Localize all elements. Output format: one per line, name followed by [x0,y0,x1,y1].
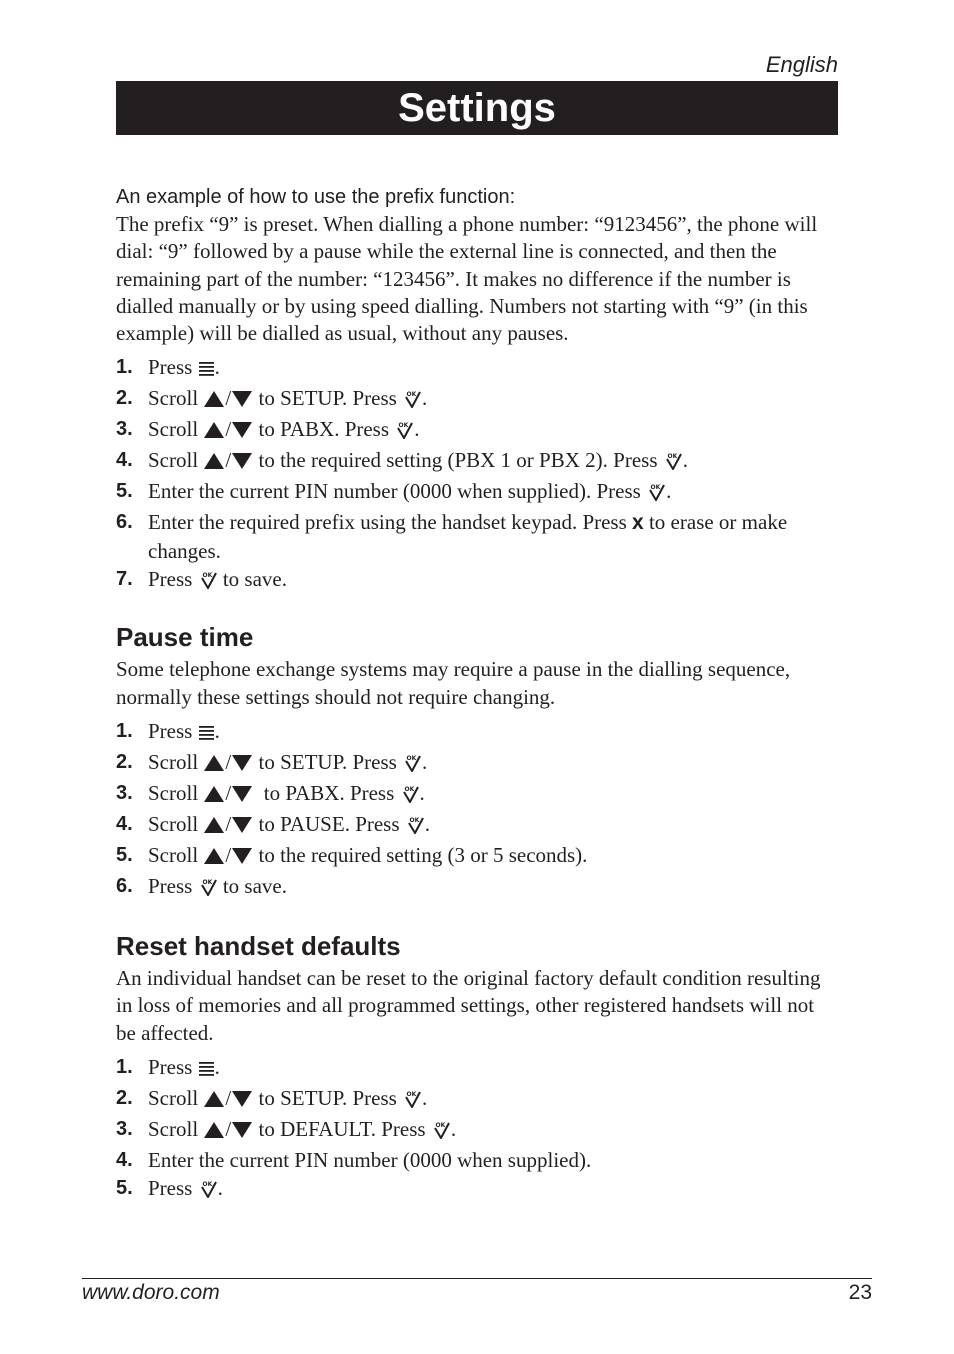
svg-text:OK: OK [202,572,212,580]
step-number: 5. [116,844,133,867]
step-text: to SETUP. Press [253,386,403,411]
prefix-section [116,183,838,596]
step-text: to save. [217,874,287,899]
reset-section [116,929,838,1205]
step-text: Press [148,719,198,744]
pause-time-heading: Pause time [116,622,254,653]
step-text: / [225,386,232,411]
step-text: Press [148,874,198,899]
ok-checkmark-icon [402,1087,422,1115]
step-text: / [225,750,232,775]
arrow-down-icon [231,751,253,779]
step-text: . [450,1116,457,1141]
step-text: to PAUSE. Press [253,812,405,837]
step-item [116,1115,838,1146]
pause-time-description: Some telephone exchange systems may require a pause in the dialling sequence, normally these settings should not require changing. [116,657,791,709]
step-number: 4. [116,1148,133,1171]
step-number: 5. [116,480,133,503]
menu-icon [198,356,215,384]
svg-text:OK: OK [202,879,212,887]
step-text: / [225,781,232,806]
arrow-up-icon [203,844,225,872]
step-text: to erase or make changes. [148,510,793,564]
footer-url: www.doro.com [82,1281,220,1304]
step-number: 1. [116,356,133,379]
reset-steps [116,1053,838,1205]
step-text: to SETUP. Press [253,1085,403,1110]
arrow-down-icon [231,782,253,810]
step-text: Press [148,1054,198,1079]
svg-text:OK: OK [435,1121,446,1129]
step-text: to PABX. Press [253,417,395,442]
arrow-up-icon [203,1118,225,1146]
svg-text:OK: OK [202,1180,212,1188]
footer-divider [82,1278,872,1279]
step-text: Enter the required prefix using the handset keypad. Press [148,510,633,535]
step-text: . [414,417,420,442]
arrow-down-icon [231,1118,253,1146]
step-number: 6. [116,875,133,898]
step-text: Press [148,1175,198,1200]
step-text: / [225,1085,232,1110]
step-number: 3. [116,418,133,441]
menu-icon [198,720,215,748]
menu-icon [198,1056,215,1084]
arrow-down-icon [231,449,253,477]
step-text: Scroll [148,417,204,442]
step-text: Press [148,355,198,380]
step-number: 3. [116,782,133,805]
step-item [116,810,838,841]
ok-checkmark-icon [431,1118,451,1146]
step-item [116,872,838,903]
main-content [116,183,838,1205]
step-item [116,1084,838,1115]
arrow-down-icon [231,418,253,446]
step-text: . [422,386,428,411]
step-item [116,1146,838,1174]
step-text: Press [148,567,198,592]
step-number: 4. [116,449,133,472]
step-text: Scroll [148,1116,204,1141]
svg-text:OK: OK [406,1090,417,1098]
svg-text:OK: OK [406,391,417,399]
step-number: 4. [116,813,133,836]
arrow-down-icon [231,844,253,872]
step-item [116,565,838,596]
arrow-up-icon [203,418,225,446]
step-text: to DEFAULT. Press [253,1116,431,1141]
ok-checkmark-icon [198,568,218,596]
page-title: Settings [116,81,838,135]
step-item [116,1053,838,1084]
language-label: English [765,52,838,77]
page-number: 23 [848,1281,872,1304]
ok-checkmark-icon [394,418,414,446]
step-number: 2. [116,751,133,774]
arrow-down-icon [231,813,253,841]
step-text: to PABX. Press [253,781,400,806]
step-text: Scroll [148,781,204,806]
arrow-up-icon [203,813,225,841]
ok-checkmark-icon [405,813,425,841]
step-text: . [422,1085,428,1110]
prefix-steps [116,353,838,596]
step-text: . [214,355,220,380]
step-item [116,384,838,415]
arrow-down-icon [231,387,253,415]
step-number: 3. [116,1117,133,1140]
ok-checkmark-icon [400,782,420,810]
step-item [116,415,838,446]
step-text: Scroll [148,750,204,775]
arrow-down-icon [231,1087,253,1115]
ok-checkmark-icon [402,387,422,415]
step-text: / [225,448,232,473]
step-text: . [424,812,431,837]
step-text: Scroll [148,843,204,868]
svg-text:OK: OK [667,453,677,461]
step-text: . [217,1175,223,1200]
prefix-description: The prefix “9” is preset. When dialling a phone number: “9123456”, the phone will dial: “9” followed by a pause while the external line is connected, and then the remaining part of the number: “123456”. It makes no difference if the number is dialled manually or by using speed dialling. Numbers not starting with “9” (in this example) will be dialled as usual, without any pauses. [116,212,818,346]
step-text: to SETUP. Press [253,750,403,775]
step-item [116,779,838,810]
arrow-up-icon [203,782,225,810]
ok-checkmark-icon [402,751,422,779]
step-item [116,717,838,748]
step-text: Enter the current PIN number (0000 when supplied). Press [148,479,647,504]
step-number: 1. [116,1055,133,1078]
prefix-example-label: An example of how to use the prefix function: [116,186,516,208]
reset-description: An individual handset can be reset to the original factory default condition resulting in loss of memories and all programmed settings, other registered handsets will not be affected. [116,966,821,1045]
svg-text:OK: OK [406,755,417,763]
step-item [116,841,838,872]
step-item [116,1174,838,1205]
step-text: . [214,719,220,744]
step-text: Scroll [148,386,204,411]
step-number: 5. [116,1176,133,1199]
step-item [116,446,838,477]
svg-text:OK: OK [398,422,409,430]
svg-text:OK: OK [409,817,420,825]
step-text: / [225,417,232,442]
arrow-up-icon [203,751,225,779]
step-text: / [225,843,232,868]
svg-text:OK: OK [650,484,661,492]
step-number: 7. [116,568,133,591]
step-text: . [666,479,672,504]
step-item [116,508,838,565]
step-text: Scroll [148,1085,204,1110]
erase-key-label: x [632,511,644,535]
reset-heading: Reset handset defaults [116,931,401,962]
step-text: to save. [217,567,287,592]
arrow-up-icon [203,387,225,415]
ok-checkmark-icon [198,875,218,903]
step-text: . [682,448,688,473]
step-number: 6. [116,511,133,534]
step-item [116,353,838,384]
ok-checkmark-icon [198,1177,218,1205]
step-number: 1. [116,720,133,743]
step-text: . [214,1054,220,1079]
step-text: to the required setting (3 or 5 seconds). [253,843,588,868]
svg-text:OK: OK [404,786,414,794]
step-text: / [225,812,232,837]
step-item [116,477,838,508]
step-number: 2. [116,1086,133,1109]
ok-checkmark-icon [663,449,683,477]
step-text: / [225,1116,232,1141]
step-text: to the required setting (PBX 1 or PBX 2). Press [253,448,663,473]
step-text: . [422,750,428,775]
arrow-up-icon [203,1087,225,1115]
arrow-up-icon [203,449,225,477]
step-item [116,748,838,779]
step-number: 2. [116,387,133,410]
ok-checkmark-icon [646,480,666,508]
step-text: Scroll [148,812,204,837]
step-text: Scroll [148,448,204,473]
step-text: Enter the current PIN number (0000 when supplied). [148,1147,592,1172]
pause-time-steps [116,717,838,903]
step-text: . [419,781,425,806]
pause-time-section [116,620,838,903]
